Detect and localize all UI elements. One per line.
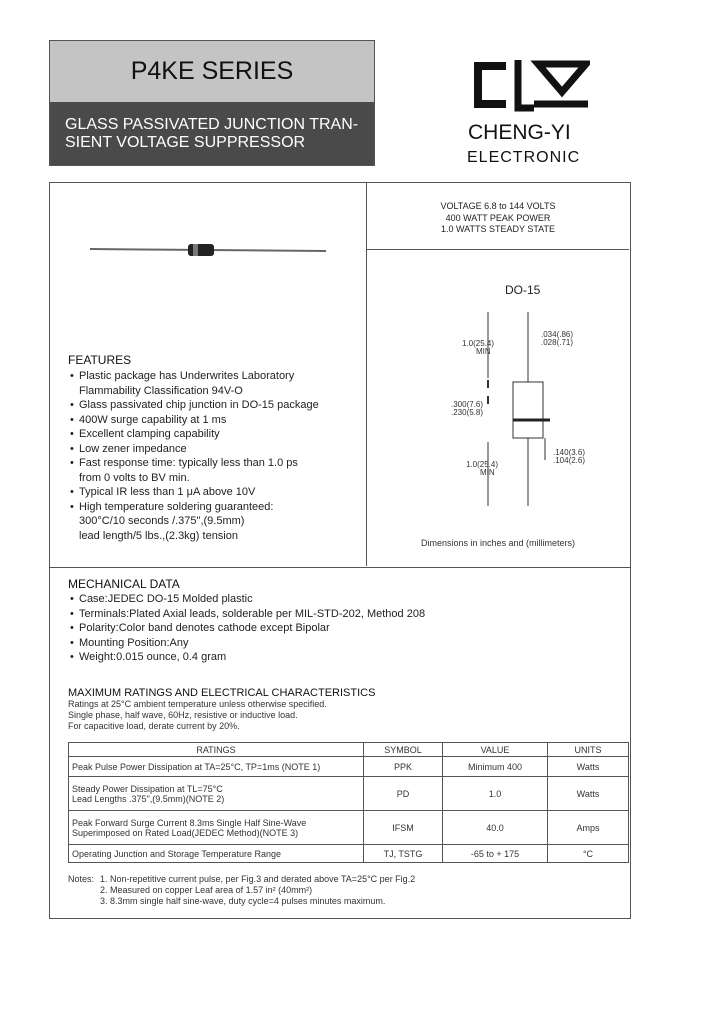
col-ratings: RATINGS	[69, 743, 364, 757]
lead-length-min: MIN	[476, 347, 491, 356]
subtitle-line-1: GLASS PASSIVATED JUNCTION TRAN-	[65, 116, 359, 133]
features-heading: FEATURES	[68, 353, 132, 367]
feature-item: lead length/5 lbs.,(2.3kg) tension	[79, 529, 238, 542]
notes-row	[68, 874, 618, 907]
body-len-min: .104(2.6)	[553, 456, 586, 465]
mechanical-heading: MECHANICAL DATA	[68, 577, 180, 591]
mechanical-item: • Polarity:Color band denotes cathode except Bipolar	[68, 621, 618, 636]
package-name: DO-15	[505, 283, 541, 297]
table-row	[69, 811, 629, 845]
units-cell: Watts	[548, 777, 629, 811]
mechanical-item: • Mounting Position:Any	[68, 636, 618, 651]
feature-item: from 0 volts to BV min.	[79, 471, 190, 484]
units-cell: °C	[548, 845, 629, 863]
mechanical-item: • Terminals:Plated Axial leads, solderable per MIL-STD-202, Method 208	[68, 607, 618, 622]
features-section	[68, 353, 358, 543]
feature-item: • Plastic package has Underwrites Laboratory	[68, 369, 358, 384]
lead-length-bottom	[466, 461, 526, 477]
company-logo	[472, 58, 590, 112]
feature-item: • Fast response time: typically less than 1.0 ps	[68, 456, 358, 471]
note-item: 2. Measured on copper Leaf area of 1.57 in² (40mm²)	[100, 885, 313, 895]
spec-steady-state: 1.0 WATTS STEADY STATE	[440, 224, 556, 234]
mechanical-item: • Weight:0.015 ounce, 0.4 gram	[68, 650, 618, 665]
lead-diameter	[541, 331, 573, 347]
table-header-row	[69, 743, 629, 757]
lead-length-top	[462, 340, 522, 356]
value-cell: -65 to + 175	[443, 845, 548, 863]
ratings-condition: Ratings at 25°C ambient temperature unless otherwise specified.	[68, 699, 327, 709]
rating-line-1: Peak Forward Surge Current 8.3ms Single Half Sine-Wave	[72, 817, 307, 828]
notes-section	[68, 874, 618, 907]
body-length	[553, 449, 585, 465]
rating-cell: Peak Pulse Power Dissipation at TA=25°C, TP=1ms (NOTE 1)	[69, 757, 364, 777]
note-item: 3. 8.3mm single half sine-wave, duty cycle=4 pulses minutes maximum.	[100, 896, 386, 906]
feature-item: • Low zener impedance	[68, 442, 358, 457]
symbol-cell: PD	[364, 777, 443, 811]
rating-cell	[69, 811, 364, 845]
features-list	[68, 369, 358, 543]
ratings-condition: Single phase, half wave, 60Hz, resistive or inductive load.	[68, 710, 298, 720]
body-dia-max: .300(7.6)	[451, 400, 484, 409]
table-row	[69, 757, 629, 777]
table-row	[69, 845, 629, 863]
subtitle	[50, 102, 374, 165]
rating-cell	[69, 777, 364, 811]
col-units: UNITS	[548, 743, 629, 757]
symbol-cell: TJ, TSTG	[364, 845, 443, 863]
lead-dia-min: .028(.71)	[541, 338, 574, 347]
rating-cell: Operating Junction and Storage Temperature Range	[69, 845, 364, 863]
spec-summary	[367, 201, 629, 236]
feature-item: • Excellent clamping capability	[68, 427, 358, 442]
ratings-condition: For capacitive load, derate current by 20%.	[68, 721, 240, 731]
notes-list	[100, 874, 415, 907]
spec-divider	[367, 249, 629, 250]
dimension-note: Dimensions in inches and (millimeters)	[420, 538, 576, 548]
symbol-cell: PPK	[364, 757, 443, 777]
ratings-section	[68, 687, 623, 732]
value-cell: 40.0	[443, 811, 548, 845]
value-cell: Minimum 400	[443, 757, 548, 777]
company-name: CHENG-YI	[468, 121, 571, 144]
rating-line-1: Steady Power Dissipation at TL=75°C	[72, 783, 223, 794]
feature-item: • High temperature soldering guaranteed:	[68, 500, 358, 515]
ratings-heading: MAXIMUM RATINGS AND ELECTRICAL CHARACTERISTICS	[68, 687, 376, 699]
body-diameter	[451, 401, 483, 417]
series-title: P4KE SERIES	[50, 41, 374, 102]
notes-label: Notes:	[68, 874, 95, 884]
col-value: VALUE	[443, 743, 548, 757]
diode-illustration	[88, 240, 328, 260]
feature-item: • Glass passivated chip junction in DO-15 package	[68, 398, 358, 413]
lead-length-value-2: 1.0(25.4)	[466, 460, 499, 469]
company-division: ELECTRONIC	[467, 149, 581, 166]
subtitle-line-2: SIENT VOLTAGE SUPPRESSOR	[65, 134, 306, 151]
title-box	[49, 40, 375, 166]
value-cell: 1.0	[443, 777, 548, 811]
symbol-cell: IFSM	[364, 811, 443, 845]
lead-length-min-2: MIN	[480, 468, 495, 477]
note-item: 1. Non-repetitive current pulse, per Fig.3 and derated above TA=25°C per Fig.2	[100, 874, 416, 884]
table-row	[69, 777, 629, 811]
body-len-max: .140(3.6)	[553, 448, 586, 457]
lead-length-value: 1.0(25.4)	[462, 339, 495, 348]
mechanical-list	[68, 592, 618, 665]
body-dia-min: .230(5.8)	[451, 408, 484, 417]
feature-item: • Typical IR less than 1 μA above 10V	[68, 485, 358, 500]
rating-line-2: Superimposed on Rated Load(JEDEC Method)(NOTE 3)	[72, 827, 299, 838]
ratings-table	[68, 742, 629, 863]
col-symbol: SYMBOL	[364, 743, 443, 757]
spec-peak-power: 400 WATT PEAK POWER	[445, 212, 551, 223]
feature-item: 300°C/10 seconds /.375",(9.5mm)	[79, 515, 245, 527]
panel-divider	[366, 182, 367, 566]
rating-line-2: Lead Lengths .375",(9.5mm)(NOTE 2)	[72, 793, 225, 804]
feature-item: • 400W surge capability at 1 ms	[68, 413, 358, 428]
mechanical-section	[68, 577, 618, 665]
mechanical-item: • Case:JEDEC DO-15 Molded plastic	[68, 592, 618, 607]
lead-dia-max: .034(.86)	[541, 330, 574, 339]
units-cell: Watts	[548, 757, 629, 777]
feature-item: Flammability Classification 94V-O	[79, 384, 243, 397]
spec-voltage: VOLTAGE 6.8 to 144 VOLTS	[440, 201, 556, 211]
units-cell: Amps	[548, 811, 629, 845]
